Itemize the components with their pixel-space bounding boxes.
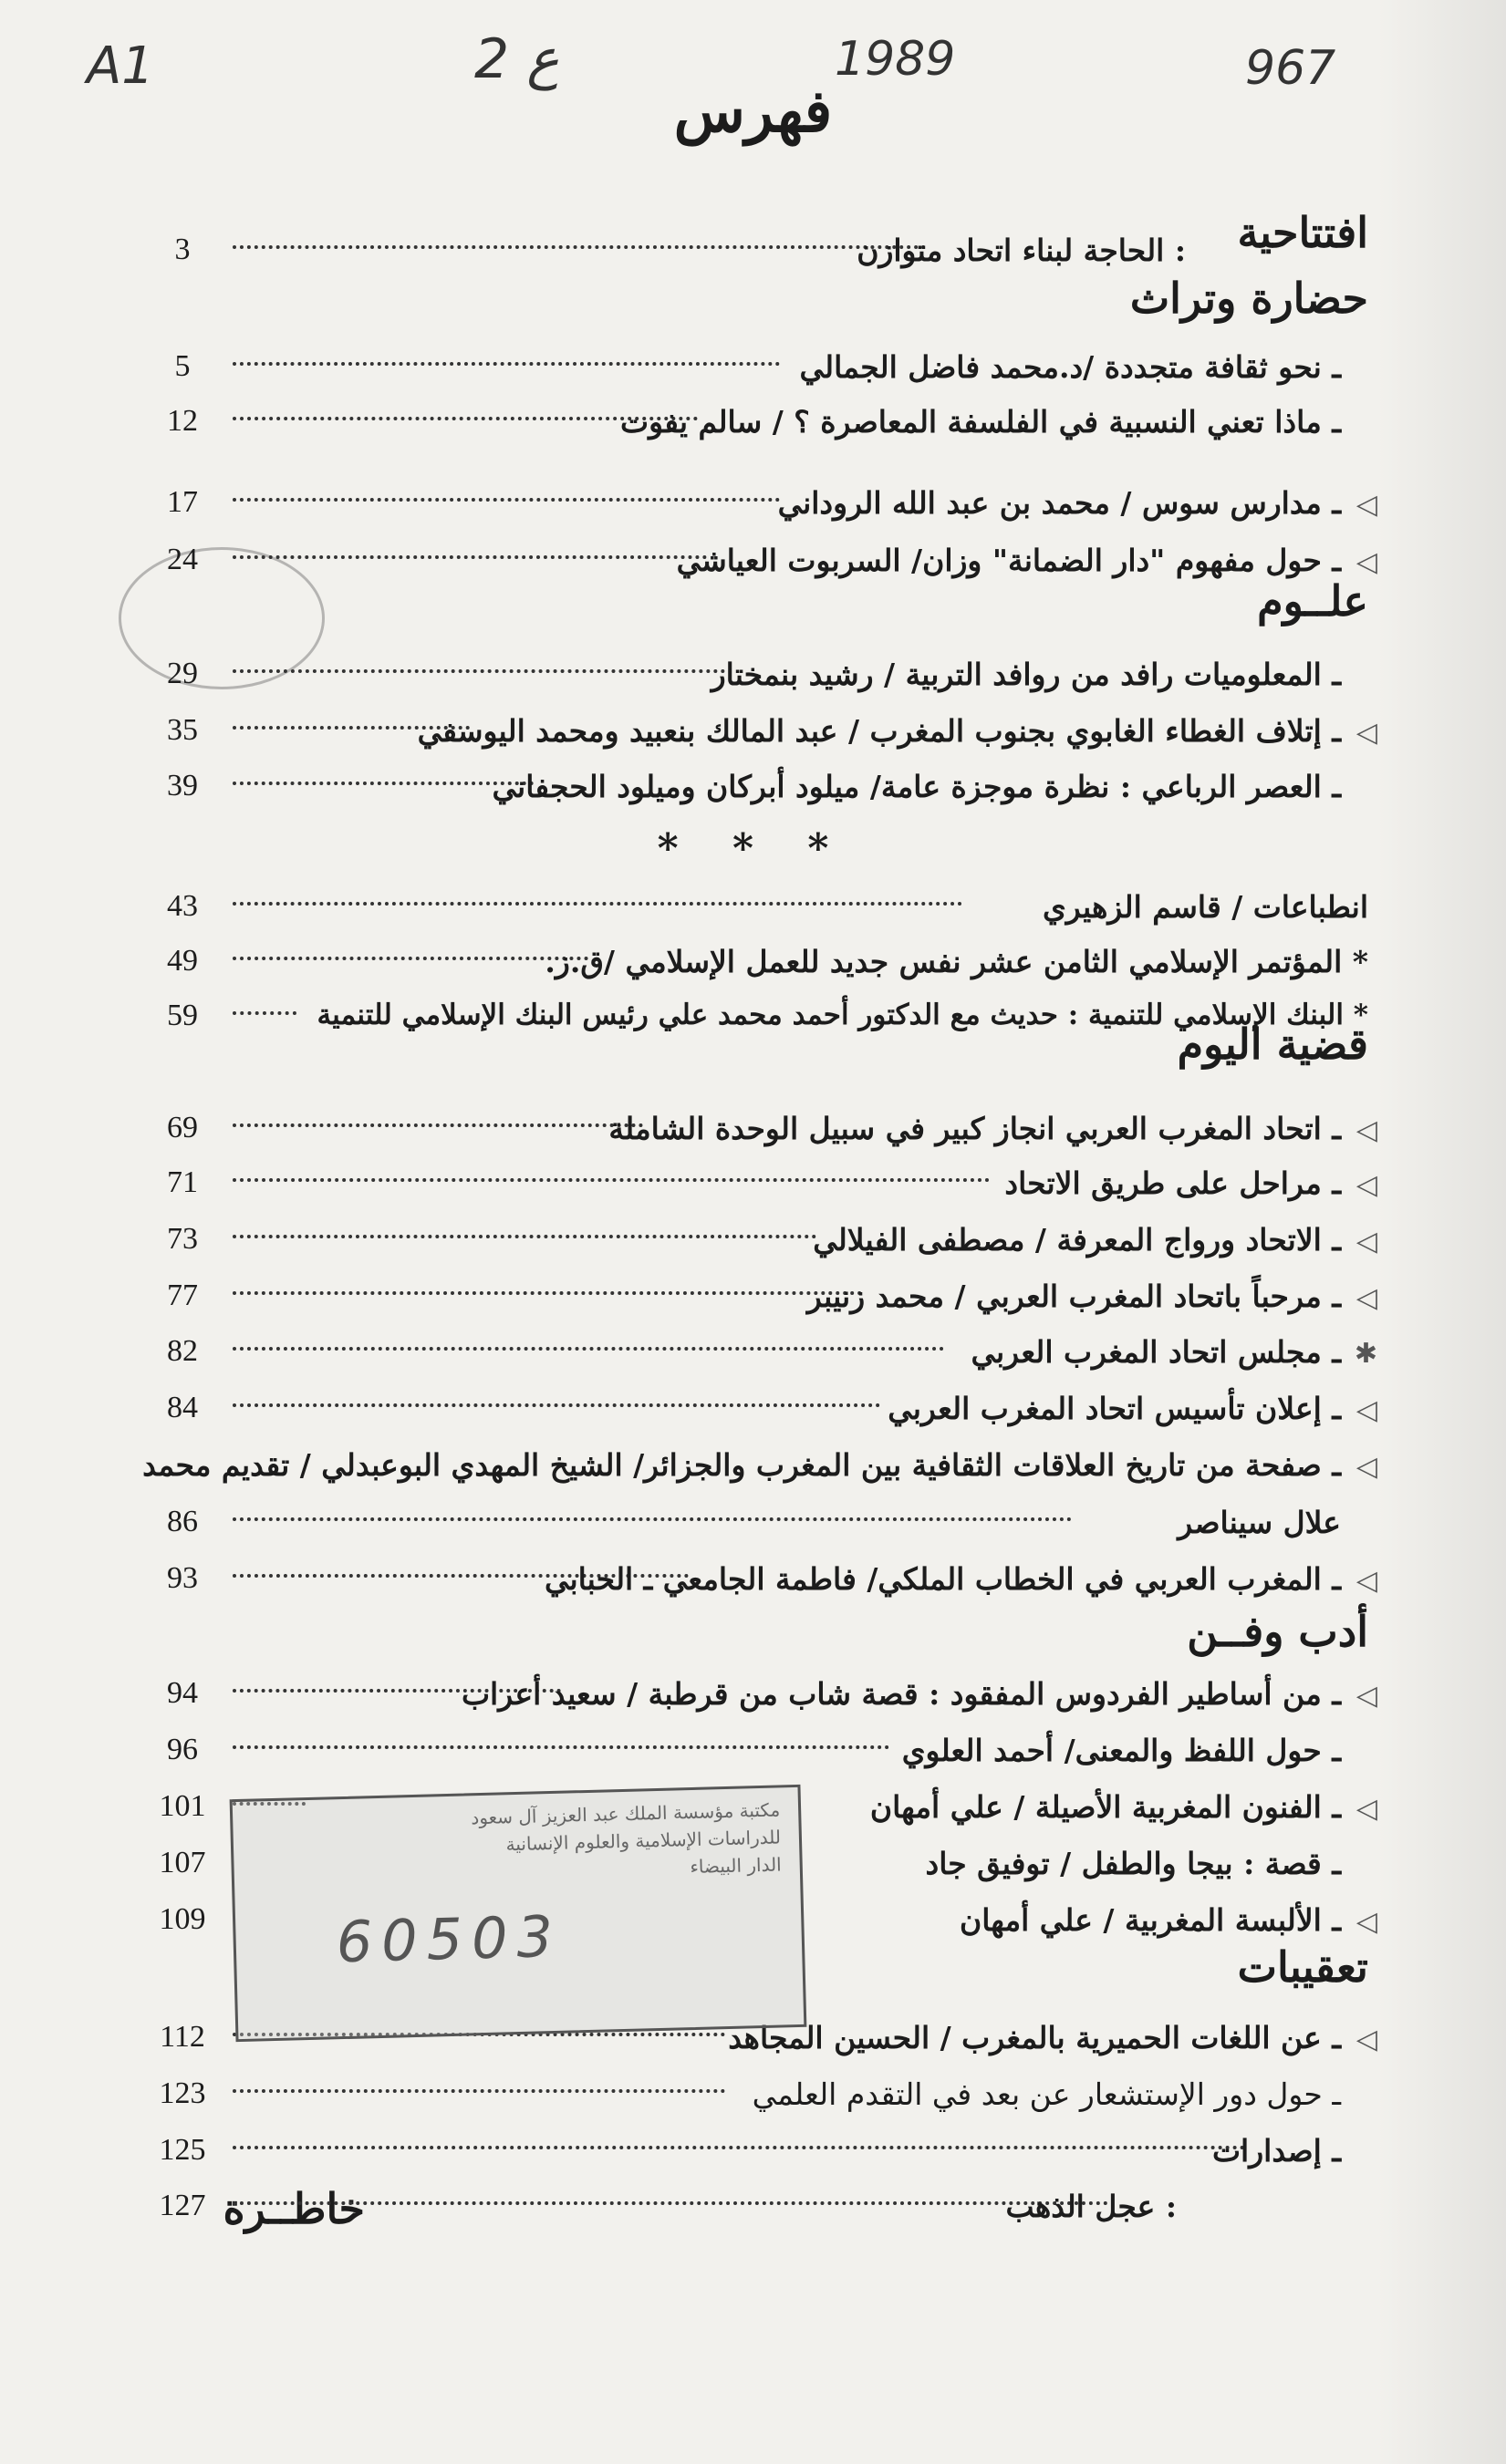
page-number: 24 bbox=[167, 543, 198, 576]
toc-entry bbox=[146, 349, 1368, 404]
entry-title: * المؤتمر الإسلامي الثامن عشر نفس جديد للعمل الإسلامي /ق.ز. bbox=[545, 944, 1368, 979]
dot-leader bbox=[233, 782, 534, 785]
entry-title: ـ صفحة من تاريخ العلاقات الثقافية بين المغرب والجزائر/ الشيخ المهدي البوعبدلي / تقديم محمد bbox=[142, 1447, 1341, 1483]
section-heading-literature-art: أدب وفــن bbox=[1187, 1607, 1368, 1656]
toc-entry bbox=[146, 233, 1368, 287]
handwritten-issue: 2 ع bbox=[474, 27, 560, 91]
page-number: 59 bbox=[167, 999, 198, 1032]
entry-title: انطباعات / قاسم الزهيري bbox=[1042, 889, 1368, 925]
toc-entry bbox=[146, 1165, 1377, 1220]
page-number: 3 bbox=[174, 233, 191, 266]
page-number: 127 bbox=[159, 2189, 206, 2222]
entry-title: ـ اتحاد المغرب العربي انجاز كبير في سبيل الوحدة الشاملة bbox=[608, 1111, 1341, 1146]
entry-title: ـ من أساطير الفردوس المفقود : قصة شاب من قرطبة / سعيد أعراب bbox=[461, 1676, 1341, 1712]
entry-title: ـ الاتحاد ورواج المعرفة / مصطفى الفيلالي bbox=[813, 1222, 1341, 1258]
margin-check-mark: ◁ bbox=[1355, 717, 1377, 749]
margin-check-mark: ◁ bbox=[1355, 1282, 1377, 1314]
page-title: فهرس bbox=[673, 78, 833, 146]
dot-leader bbox=[233, 902, 962, 906]
dot-leader bbox=[233, 669, 725, 673]
page-number: 17 bbox=[167, 485, 198, 519]
page-number: 5 bbox=[174, 349, 191, 383]
page-number: 94 bbox=[167, 1676, 198, 1710]
library-stamp bbox=[230, 1785, 807, 2042]
margin-check-mark: ◁ bbox=[1355, 546, 1377, 578]
page-number: 39 bbox=[167, 769, 198, 802]
toc-entry bbox=[146, 485, 1377, 540]
entry-title: ـ عن اللغات الحميرية بالمغرب / الحسين المجاهد bbox=[728, 2020, 1341, 2055]
entry-title: ـ حول دور الإستشعار عن بعد في التقدم العلمي bbox=[752, 2076, 1341, 2112]
toc-entry bbox=[146, 769, 1368, 823]
dot-leader bbox=[233, 1403, 880, 1407]
entry-title: ـ المغرب العربي في الخطاب الملكي/ فاطمة الجامعي ـ الحبابي bbox=[544, 1561, 1341, 1597]
toc-entry bbox=[146, 1733, 1368, 1787]
entry-title: ـ إصدارات bbox=[1211, 2133, 1341, 2169]
page-number: 107 bbox=[159, 1846, 206, 1879]
page-number: 96 bbox=[167, 1733, 198, 1766]
dot-leader bbox=[233, 1011, 296, 1015]
stamp-line: للدراسات الإسلامية والعلوم الإنسانية bbox=[505, 1826, 782, 1856]
toc-entry bbox=[146, 1676, 1377, 1731]
entry-title: ـ العصر الرباعي : نظرة موجزة عامة/ ميلود أبركان وميلود الحجفاني bbox=[492, 769, 1341, 804]
page-number: 12 bbox=[167, 404, 198, 438]
toc-entry bbox=[146, 657, 1368, 711]
page-number: 125 bbox=[159, 2133, 206, 2167]
margin-check-mark: ◁ bbox=[1355, 2024, 1377, 2055]
page-number: 101 bbox=[159, 1789, 206, 1823]
stamp-line: الدار البيضاء bbox=[690, 1853, 783, 1879]
margin-check-mark: ◁ bbox=[1355, 1169, 1377, 1201]
dot-leader bbox=[233, 957, 588, 960]
section-heading-reflection: خاطــرة bbox=[223, 2184, 365, 2233]
margin-check-mark: ◁ bbox=[1355, 1906, 1377, 1938]
toc-entry bbox=[146, 944, 1368, 999]
page-number: 43 bbox=[167, 889, 198, 923]
page-number: 29 bbox=[167, 657, 198, 690]
dot-leader bbox=[233, 1235, 816, 1238]
entry-title: ـ مرحباً باتحاد المغرب العربي / محمد زنيبر bbox=[806, 1279, 1341, 1314]
page-number: 71 bbox=[167, 1165, 198, 1199]
page-number: 69 bbox=[167, 1111, 198, 1144]
toc-entry bbox=[146, 1391, 1377, 1445]
entry-title: ـ مدارس سوس / محمد بن عبد الله الروداني bbox=[777, 485, 1341, 521]
toc-entry bbox=[146, 1279, 1377, 1333]
entry-title: ـ حول مفهوم "دار الضمانة" وزان/ السربوت العياشي bbox=[676, 543, 1341, 578]
margin-check-mark: ◁ bbox=[1355, 1394, 1377, 1426]
toc-entry bbox=[146, 889, 1368, 944]
margin-check-mark: ✱ bbox=[1354, 1338, 1377, 1370]
entry-title: ـ المعلوميات رافد من روافد التربية / رشيد بنمختار bbox=[711, 657, 1341, 692]
margin-check-mark: ◁ bbox=[1355, 1114, 1377, 1146]
margin-check-mark: ◁ bbox=[1355, 489, 1377, 521]
dot-leader bbox=[233, 555, 707, 559]
page-number: 73 bbox=[167, 1222, 198, 1256]
entry-title: ـ الألبسة المغربية / علي أمهان bbox=[959, 1902, 1341, 1938]
dot-leader bbox=[233, 498, 780, 502]
margin-check-mark: ◁ bbox=[1355, 1680, 1377, 1712]
toc-entry bbox=[146, 2133, 1368, 2188]
page-number: 84 bbox=[167, 1391, 198, 1424]
section-heading-comments: تعقيبات bbox=[1237, 1942, 1368, 1992]
entry-title: * البنك الإسلامي للتنمية : حديث مع الدكتور أحمد محمد علي رئيس البنك الإسلامي للتنمية bbox=[317, 999, 1368, 1031]
dot-leader bbox=[233, 1123, 643, 1127]
section-heading-sciences: علــوم bbox=[1257, 576, 1368, 626]
page-number: 112 bbox=[160, 2020, 205, 2054]
stamp-accession-number: 60503 bbox=[335, 1902, 563, 1976]
entry-title: ـ نحو ثقافة متجددة /د.محمد فاضل الجمالي bbox=[799, 349, 1341, 385]
dot-leader bbox=[233, 1745, 889, 1749]
toc-entry bbox=[142, 1447, 1377, 1502]
dot-leader bbox=[233, 2146, 1245, 2149]
dot-leader bbox=[233, 2201, 1108, 2205]
entry-title: : الحاجة لبناء اتحاد متوازن bbox=[857, 233, 1186, 268]
dot-leader bbox=[233, 1291, 862, 1295]
separator-stars: * * * bbox=[657, 825, 849, 872]
entry-title: ـ مجلس اتحاد المغرب العربي bbox=[971, 1334, 1341, 1370]
page-number: 109 bbox=[159, 1902, 206, 1936]
page-number: 49 bbox=[167, 944, 198, 978]
margin-check-mark: ◁ bbox=[1355, 1565, 1377, 1597]
dot-leader bbox=[233, 1517, 1072, 1521]
margin-check-mark: ◁ bbox=[1355, 1451, 1377, 1483]
entry-title: ـ ماذا تعني النسبية في الفلسفة المعاصرة ؟ / سالم يفوت bbox=[620, 404, 1341, 440]
entry-title: ـ مراحل على طريق الاتحاد bbox=[1004, 1165, 1341, 1201]
toc-entry bbox=[146, 999, 1368, 1053]
section-heading-issue-of-day: قضية اليوم bbox=[1177, 1020, 1368, 1069]
toc-entry bbox=[146, 2189, 1368, 2243]
toc-entry bbox=[146, 543, 1377, 597]
entry-title: ـ قصة : بيجا والطفل / توفيق جاد bbox=[925, 1846, 1341, 1881]
dot-leader bbox=[233, 1178, 990, 1182]
toc-entry bbox=[146, 1334, 1377, 1389]
handwritten-year: 1989 bbox=[835, 32, 956, 87]
page-number: 86 bbox=[167, 1505, 198, 1538]
page-number: 93 bbox=[167, 1561, 198, 1595]
dot-leader bbox=[233, 1347, 944, 1351]
entry-title: : عجل الذهب bbox=[1005, 2189, 1177, 2224]
toc-entry bbox=[146, 1111, 1377, 1165]
section-heading-editorial: افتتاحية bbox=[1237, 208, 1368, 257]
handwritten-number: 967 bbox=[1245, 41, 1336, 96]
entry-title: ـ إتلاف الغطاء الغابوي بجنوب المغرب / عبد المالك بنعبيد ومحمد اليوسفي bbox=[417, 713, 1341, 749]
section-heading-civilization: حضارة وتراث bbox=[1129, 274, 1368, 323]
page-number: 35 bbox=[167, 713, 198, 747]
toc-entry bbox=[146, 404, 1368, 459]
margin-check-mark: ◁ bbox=[1355, 1226, 1377, 1258]
handwritten-code: A1 bbox=[87, 36, 154, 96]
entry-title: ـ حول اللفظ والمعنى/ أحمد العلوي bbox=[901, 1733, 1341, 1768]
toc-entry bbox=[146, 1222, 1377, 1277]
dot-leader bbox=[233, 245, 926, 249]
toc-entry bbox=[146, 713, 1377, 768]
page-number: 82 bbox=[167, 1334, 198, 1368]
toc-entry bbox=[146, 1561, 1377, 1616]
scan-edge-shadow bbox=[1377, 0, 1506, 2464]
page-number: 77 bbox=[167, 1279, 198, 1312]
dot-leader bbox=[233, 2089, 725, 2093]
entry-title: ـ إعلان تأسيس اتحاد المغرب العربي bbox=[888, 1391, 1341, 1426]
toc-entry bbox=[146, 1505, 1368, 1559]
entry-title: ـ الفنون المغربية الأصيلة / علي أمهان bbox=[869, 1789, 1341, 1825]
entry-title: علال سيناصر bbox=[1178, 1505, 1341, 1540]
toc-entry bbox=[146, 2076, 1368, 2131]
margin-check-mark: ◁ bbox=[1355, 1793, 1377, 1825]
page-number: 123 bbox=[159, 2076, 206, 2110]
stamp-line: مكتبة مؤسسة الملك عبد العزيز آل سعود bbox=[471, 1798, 781, 1829]
dot-leader bbox=[233, 362, 780, 366]
